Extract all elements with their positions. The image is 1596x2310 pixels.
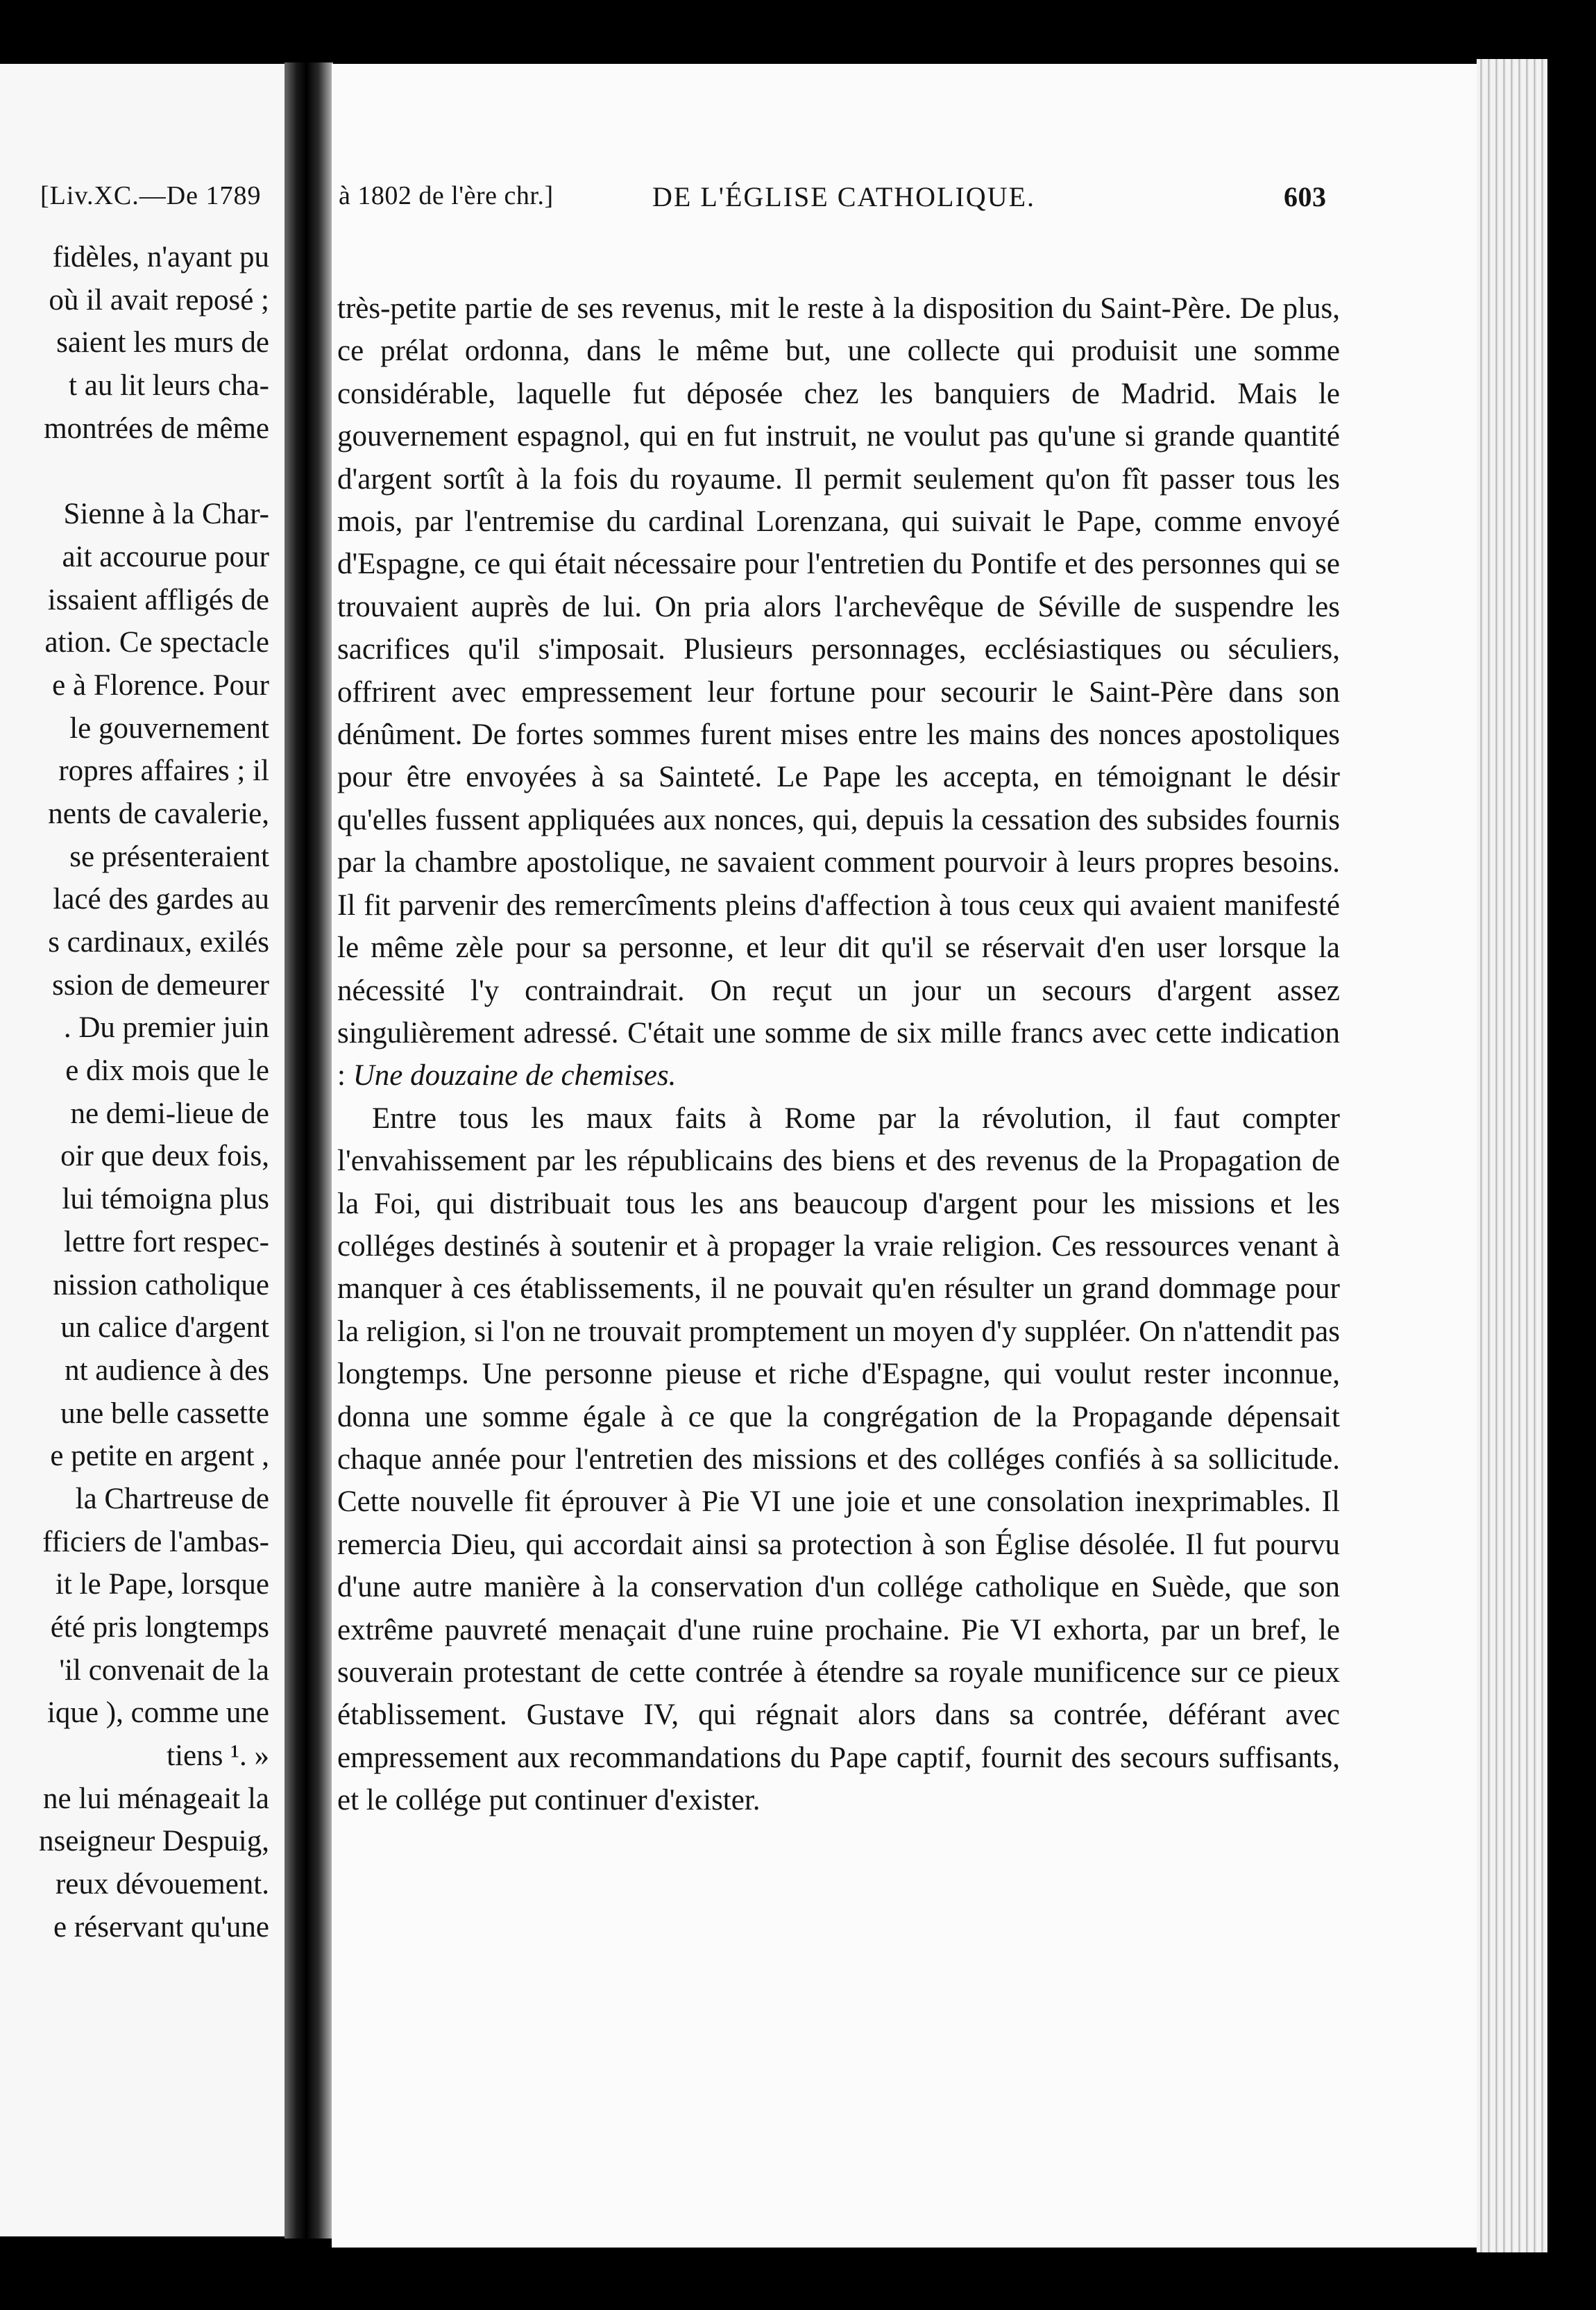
- left-page-line: Sienne à la Char-: [63, 498, 269, 531]
- left-page-line: ait accourue pour: [62, 540, 269, 573]
- left-page-line: nseigneur Despuig,: [39, 1825, 269, 1858]
- left-page-line: t au lit leurs cha-: [69, 369, 269, 403]
- left-page-line: où il avait reposé ;: [49, 283, 269, 317]
- left-page-line: e à Florence. Pour: [52, 668, 269, 702]
- left-page-line: ique ), comme une: [46, 1696, 269, 1730]
- running-head: [332, 180, 1491, 212]
- paragraph-2: Entre tous les maux faits à Rome par la révolution, il faut compter l'envahissement par les républicains des biens et des revenus de la Propagation de la Foi, qui distribuait tous les ans beaucoup d'argent pour les missions et les colléges destinés à soutenir et à propager la vraie religion. Ces ressources venant à manquer à ces établissements, il ne pouvait qu'en résulter un grand dommage pour la religion, si l'on ne trouvait promptement un moyen d'y suppléer. On n'attendit pas longtemps. Une personne pieuse et riche d'Espagne, qui voulut rester inconnue, donna une somme égale à ce que la congrégation de la Propagande dépensait chaque année pour l'entretien des missions et des colléges confiés à sa sollicitude. Cette nouvelle fit éprouver à Pie VI une joie et une consolation inexprimables. Il remercia Dieu, qui accordait ainsi sa protection à son Église désolée. Il fut pourvu d'une autre manière à la conservation d'un collége catholique en Suède, que son extrême pauvreté menaçait d'une ruine prochaine. Pie VI exhorta, par un bref, le souverain protestant de cette contrée à étendre sa royale munificence sur ce pieux établissement. Gustave IV, qui régnait alors dans sa contrée, déférant avec empressement aux recommandations du Pape captif, fournit des secours suffisants, et le collége put continuer d'exister.: [337, 1102, 1340, 1817]
- left-page-line: . Du premier juin: [63, 1011, 269, 1045]
- left-page-line: ropres affaires ; il: [58, 754, 269, 788]
- running-head-title: DE L'ÉGLISE CATHOLIQUE.: [652, 181, 1036, 212]
- left-page-line: it le Pape, lorsque: [55, 1568, 269, 1601]
- left-page-text: [0, 236, 269, 1949]
- left-page-line: fficiers de l'ambas-: [42, 1525, 269, 1558]
- left-page-line: s cardinaux, exilés: [48, 926, 269, 959]
- left-page-line: tiens ¹. »: [167, 1739, 269, 1773]
- body-text: [337, 287, 1340, 1822]
- left-page-line: [0, 450, 269, 493]
- left-page-line: ne demi-lieue de: [70, 1097, 269, 1130]
- left-page-line: le gouvernement: [69, 711, 269, 745]
- page-stack-edge: [1477, 59, 1547, 2252]
- running-head-date-range: à 1802 de l'ère chr.]: [339, 181, 554, 210]
- left-page-line: nt audience à des: [65, 1354, 269, 1387]
- left-page-line: été pris longtemps: [50, 1611, 269, 1644]
- left-page-line: fidèles, n'ayant pu: [52, 241, 269, 273]
- left-page-line: issaient affligés de: [47, 583, 269, 616]
- left-page-line: lacé des gardes au: [53, 883, 269, 916]
- left-page-line: e réservant qu'une: [53, 1910, 269, 1944]
- left-page-line: un calice d'argent: [60, 1311, 269, 1344]
- left-page-line: ssion de demeurer: [52, 968, 269, 1002]
- left-page-line: 'il convenait de la: [59, 1653, 269, 1687]
- left-page-line: oir que deux fois,: [60, 1140, 269, 1173]
- left-page-line: la Chartreuse de: [75, 1482, 269, 1515]
- left-page-line: lui témoigna plus: [62, 1183, 269, 1216]
- left-page-line: nission catholique: [53, 1268, 269, 1301]
- left-page-line: reux dévouement.: [55, 1868, 269, 1901]
- left-page-line: ation. Ce spectacle: [44, 626, 269, 659]
- page-number: 603: [1284, 181, 1327, 212]
- left-page-line: montrées de même: [44, 412, 269, 445]
- right-page: [332, 64, 1491, 2248]
- left-page-line: se présenteraient: [69, 840, 269, 873]
- left-page-line: e petite en argent ,: [50, 1440, 269, 1473]
- left-page: [0, 64, 285, 2236]
- book-gutter: [285, 62, 333, 2239]
- paragraph-1-text: très-petite partie de ses revenus, mit le reste à la disposition du Saint-Père. De plus, ce prélat ordonna, dans le même but, une collecte qui produisit une somme considérable, laquelle fut déposée chez les banquiers de Madrid. Mais le gouvernement espagnol, qui en fut instruit, ne voulut pas qu'une si grande quantité d'argent sortît à la fois du royaume. Il permit seulement qu'on fît passer tous les mois, par l'entremise du cardinal Lorenzana, qui suivait le Pape, comme envoyé d'Espagne, ce qui était nécessaire pour l'entretien du Pontife et des personnes qui se trouvaient auprès de lui. On pria alors l'archevêque de Séville de suspendre les sacrifices qu'il s'imposait. Plusieurs personnages, ecclésiastiques ou séculiers, offrirent avec empressement leur fortune pour secourir le Saint-Père dans son dénûment. De fortes sommes furent mises entre les mains des nonces apostoliques pour être envoyées à sa Sainteté. Le Pape les accepta, en témoignant le désir qu'elles fussent appliquées aux nonces, qui, depuis la cessation des subsides fournis par la chambre apostolique, ne savaient comment pourvoir à leurs propres besoins. Il fit parvenir des remercîments pleins d'affection à tous ceux qui avaient manifesté le même zèle pour sa personne, et leur dit qu'il se réservait d'en user lorsque la nécessité l'y contraindrait. On reçut un jour un secours d'argent assez singulièrement adressé. C'était une somme de six mille francs avec cette indication :: [337, 292, 1340, 1093]
- left-page-line: saient les murs de: [56, 326, 269, 360]
- paragraph-1-italic: Une douzaine de chemises.: [353, 1059, 677, 1093]
- left-running-head: [Liv.XC.—De 1789: [40, 181, 262, 210]
- left-page-line: lettre fort respec-: [63, 1225, 269, 1258]
- left-page-line: nents de cavalerie,: [48, 797, 269, 830]
- left-page-line: ne lui ménageait la: [43, 1782, 269, 1815]
- paragraph-1: [337, 287, 1340, 1097]
- left-page-line: e dix mois que le: [65, 1054, 269, 1088]
- left-page-line: une belle cassette: [60, 1397, 269, 1430]
